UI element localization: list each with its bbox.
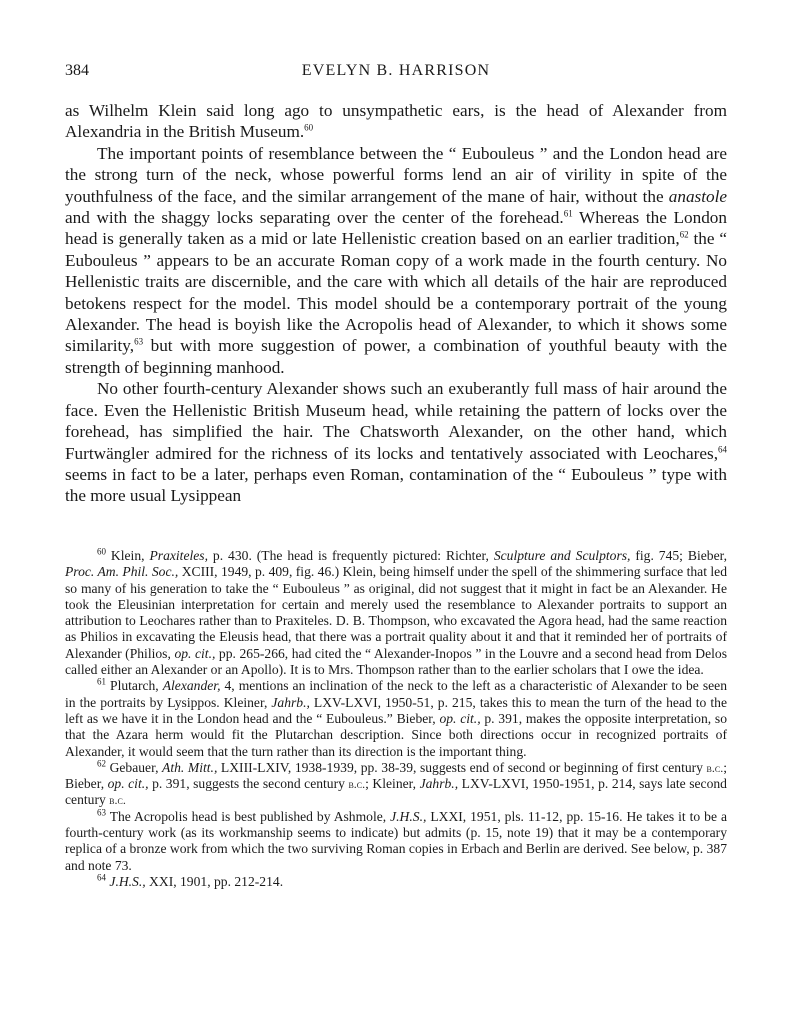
footnote-ref-62[interactable]: 62 bbox=[679, 229, 689, 240]
footnote-ref-64[interactable]: 64 bbox=[718, 443, 727, 454]
page-header bbox=[65, 62, 727, 84]
body-text bbox=[65, 100, 727, 507]
paragraph-3: No other fourth-century Alexander shows such an exuberantly full mass of hair around the face. Even the Hellenistic British Museum head, while retaining the pattern of locks over the forehead, has simplified the hair. The Chatsworth Alexander, on the other hand, which Furtwängler admired for the richness of its locks and tentatively associated with Leochares,$^{64}$ seems in fact to be a later, perhaps even Roman, contamination of the “ Eubouleus ” type with the more usual Lysippean bbox=[65, 379, 727, 506]
paragraph-2: The important points of resemblance between the “ Eubouleus ” and the London head are the strong turn of the neck, whose powerful forms lend an air of virility in spite of the youthfulness of the face, and the similar arrangement of the mane of hair, without the anastole and with the shaggy locks separating over the center of the forehead.$^{61}$ Whereas the London head is generally taken as a mid or late Hellenistic creation based on an earlier tradition,$^{62}$ the “ Eubouleus ” appears to be an accurate Roman copy of a work made in the fourth century. No Hellenistic traits are discernible, and the care with which all details of the hair are reproduced betokens respect for the model. This model should be a contemporary portrait of the young Alexander. The head is boyish like the Acropolis head of Alexander, to which it shows some similarity,$^{63}$ but with more suggestion of power, a combination of youthful beauty with the strength of beginning manhood. bbox=[65, 143, 727, 377]
footnotes bbox=[65, 548, 727, 890]
footnote-ref-63[interactable]: 63 bbox=[134, 336, 144, 347]
footnote-62: $^{62}$ Gebauer, Ath. Mitt., LXIII-LXIV, 1938-1939, pp. 38-39, suggests end of second or beginning of first century b.c.; Bieber, op. cit., p. 391, suggests the second century b.c.; Kleiner, Jahrb., LXV-LXVI, 1950-1951, p. 214, says late second century b.c. bbox=[65, 758, 727, 808]
running-head: EVELYN B. HARRISON bbox=[301, 62, 491, 79]
footnote-64: $^{64}$ J.H.S., XXI, 1901, pp. 212-214. bbox=[97, 872, 284, 889]
footnote-61: $^{61}$ Plutarch, Alexander, 4, mentions an inclination of the neck to the left as a characteristic of Alexander to be seen in the portraits by Lysippos. Kleiner, Jahrb., LXV-LXVI, 1950-51, p. 215, takes this to mean the turn of the head to the left as we have it in the London head and the “ Eubouleus.” Bieber, op. cit., p. 391, makes the opposite interpretation, so that the Azara herm would fit the Plutarchan description. Since both directions occur in recognized portraits of Alexander, it would seem that the turn rather than its direction is the important thing. bbox=[65, 676, 728, 759]
footnote-ref-60[interactable]: 60 bbox=[304, 122, 314, 133]
page-number: 384 bbox=[65, 62, 89, 79]
footnote-60: $^{60}$ Klein, Praxiteles, p. 430. (The head is frequently pictured: Richter, Sculpture and Sculptors, fig. 745; Bieber, Proc. Am. Phil. Soc., XCIII, 1949, p. 409, fig. 46.) Klein, being himself under the spell of the shimmering surface that led so many of his generation to take the “ Eubouleus ” as original, did not suggest that it might in fact be an Alexander. He took the Eleusinian interpretation for certain and merely used the resemblance to Alexander portraits to support an attribution to Leochares rather than to Praxiteles. D. B. Thompson, who excavated the Agora head, had the same reaction as Philios in excavating the Eleusis head, that there was a portrait quality about it and that it reminded her of portraits of Alexander (Philios, op. cit., pp. 265-266, had cited the “ Alexander-Inopos ” in the Louvre and a second head from Delos called either an Alexander or an Apollo). It is to Mrs. Thompson rather than to the earlier scholars that I owe the idea. bbox=[65, 546, 727, 678]
paragraph-1: as Wilhelm Klein said long ago to unsympathetic ears, is the head of Alexander from Alexandria in the British Museum.$^{60}$ bbox=[65, 101, 727, 142]
footnote-63: $^{63}$ The Acropolis head is best published by Ashmole, J.H.S., LXXI, 1951, pls. 11-12, pp. 15-16. He takes it to be a fourth-century work (as its workmanship seems to indicate) but admits (p. 15, note 19) that it may be a contemporary replica of a bronze work from which the two surviving Roman copies in Erbach and Berlin are derived. See below, p. 387 and note 73. bbox=[65, 807, 727, 873]
footnote-ref-61[interactable]: 61 bbox=[563, 208, 573, 219]
